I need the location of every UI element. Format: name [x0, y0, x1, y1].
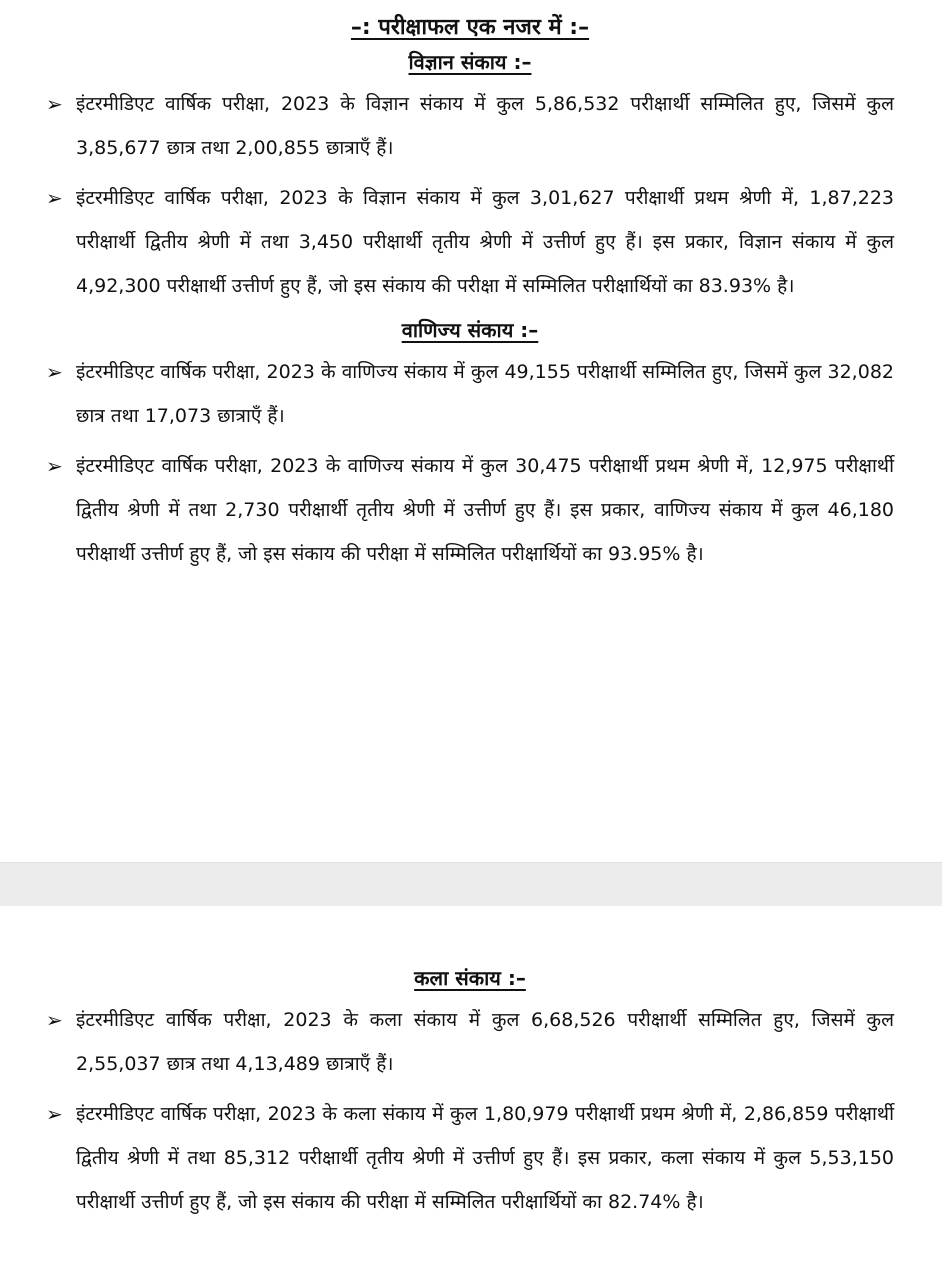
bullet-text: इंटरमीडिएट वार्षिक परीक्षा, 2023 के कला संकाय में कुल 6,68,526 परीक्षार्थी सम्मिलित हुए, जिसमें कुल 2,55,037 छात्र तथा 4,13,489 छात्राएँ हैं। — [76, 1009, 894, 1075]
list-item — [46, 176, 894, 308]
arrow-bullet-icon: ➢ — [46, 1102, 63, 1126]
arrow-bullet-icon: ➢ — [46, 92, 63, 116]
list-item — [46, 998, 894, 1086]
section-heading-commerce: वाणिज्य संकाय :– — [401, 318, 539, 342]
bullet-text: इंटरमीडिएट वार्षिक परीक्षा, 2023 के विज्ञान संकाय में कुल 5,86,532 परीक्षार्थी सम्मिलित हुए, जिसमें कुल 3,85,677 छात्र तथा 2,00,855 छात्राएँ हैं। — [76, 93, 894, 159]
document-title: –: परीक्षाफल एक नजर में :– — [350, 15, 590, 40]
section-heading-science: विज्ञान संकाय :– — [408, 50, 532, 74]
section-heading-arts: कला संकाय :– — [414, 966, 526, 990]
list-item — [46, 1092, 894, 1224]
list-item — [46, 350, 894, 438]
list-item — [46, 444, 894, 576]
list-item — [46, 82, 894, 170]
bullet-text: इंटरमीडिएट वार्षिक परीक्षा, 2023 के कला संकाय में कुल 1,80,979 परीक्षार्थी प्रथम श्रेणी में, 2,86,859 परीक्षार्थी द्वितीय श्रेणी में तथा 85,312 परीक्षार्थी तृतीय श्रेणी में उत्तीर्ण हुए हैं। इस प्रकार, कला संकाय में कुल 5,53,150 परीक्षार्थी उत्तीर्ण हुए हैं, जो इस संकाय की परीक्षा में सम्मिलित परीक्षार्थियों का 82.74% है। — [76, 1103, 894, 1213]
arrow-bullet-icon: ➢ — [46, 360, 63, 384]
page-bottom-content — [46, 962, 894, 1230]
arrow-bullet-icon: ➢ — [46, 454, 63, 478]
arrow-bullet-icon: ➢ — [46, 1008, 63, 1032]
arrow-bullet-icon: ➢ — [46, 186, 63, 210]
document-page-bottom — [0, 906, 942, 1280]
page-top-content — [46, 10, 894, 582]
bullet-text: इंटरमीडिएट वार्षिक परीक्षा, 2023 के वाणिज्य संकाय में कुल 49,155 परीक्षार्थी सम्मिलित हुए, जिसमें कुल 32,082 छात्र तथा 17,073 छात्राएँ हैं। — [76, 361, 894, 427]
bullet-text: इंटरमीडिएट वार्षिक परीक्षा, 2023 के वाणिज्य संकाय में कुल 30,475 परीक्षार्थी प्रथम श्रेणी में, 12,975 परीक्षार्थी द्वितीय श्रेणी में तथा 2,730 परीक्षार्थी तृतीय श्रेणी में उत्तीर्ण हुए हैं। इस प्रकार, वाणिज्य संकाय में कुल 46,180 परीक्षार्थी उत्तीर्ण हुए हैं, जो इस संकाय की परीक्षा में सम्मिलित परीक्षार्थियों का 93.95% है। — [76, 455, 894, 565]
page-separator — [0, 862, 942, 908]
bullet-text: इंटरमीडिएट वार्षिक परीक्षा, 2023 के विज्ञान संकाय में कुल 3,01,627 परीक्षार्थी प्रथम श्रेणी में, 1,87,223 परीक्षार्थी द्वितीय श्रेणी में तथा 3,450 परीक्षार्थी तृतीय श्रेणी में उत्तीर्ण हुए हैं। इस प्रकार, विज्ञान संकाय में कुल 4,92,300 परीक्षार्थी उत्तीर्ण हुए हैं, जो इस संकाय की परीक्षा में सम्मिलित परीक्षार्थियों का 83.93% है। — [76, 187, 894, 297]
